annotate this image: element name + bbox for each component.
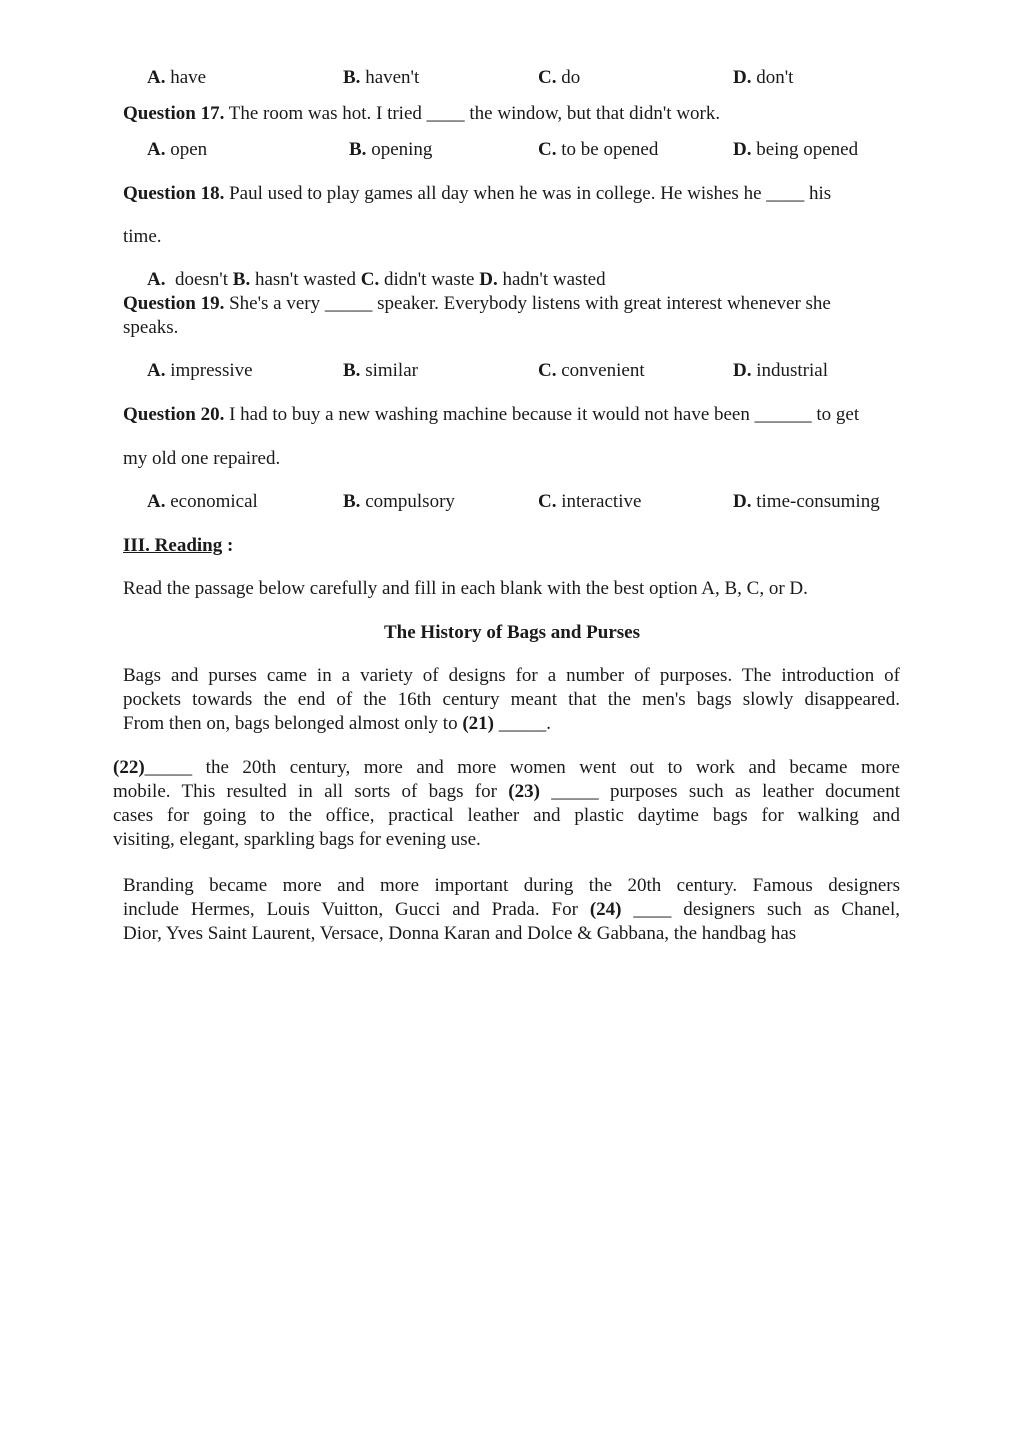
q16-option-a: A. have (147, 67, 207, 88)
question-20-line2: my old one repaired. (123, 448, 281, 469)
p3-line3: Dior, Yves Saint Laurent, Versace, Donna Karan and Dolce & Gabbana, the handbag has (123, 923, 797, 944)
question-18-line2: time. (123, 226, 162, 247)
q19-option-a: A. impressive (147, 360, 253, 381)
q17-option-d: D. being opened (733, 139, 859, 160)
q19-option-d: D. industrial (733, 360, 829, 381)
q17-option-b: B. opening (349, 139, 433, 160)
p2-line2: mobile. This resulted in all sorts of bags for (23) _____ purposes such as leather document (113, 781, 900, 802)
section-heading-reading: III. Reading : (123, 535, 234, 556)
passage-paragraph-2 (113, 756, 900, 852)
question-18: Question 18. Paul used to play games all day when he was in college. He wishes he ____ his (123, 183, 832, 204)
question-20: Question 20. I had to buy a new washing machine because it would not have been ______ to get (123, 404, 860, 425)
q20-option-a: A. economical (147, 491, 258, 512)
q19-option-c: C. convenient (538, 360, 645, 381)
q16-option-c: C. do (538, 67, 581, 88)
p2-line4: visiting, elegant, sparkling bags for evening use. (113, 829, 481, 850)
question-19: Question 19. She's a very _____ speaker. Everybody listens with great interest whenever she (123, 293, 831, 314)
q20-option-c: C. interactive (538, 491, 642, 512)
p1-line3: From then on, bags belonged almost only to (21) _____. (123, 713, 551, 734)
q18-options: A. doesn't B. hasn't wasted C. didn't waste D. hadn't wasted (147, 269, 606, 290)
passage-paragraph-3 (123, 874, 900, 946)
question-19-line2: speaks. (123, 317, 179, 338)
q17-option-c: C. to be opened (538, 139, 659, 160)
q16-option-d: D. don't (733, 67, 794, 88)
p2-line3: cases for going to the office, practical leather and plastic daytime bags for walking and (113, 805, 900, 826)
passage-title: The History of Bags and Purses (384, 622, 640, 643)
q20-option-b: B. compulsory (343, 491, 455, 512)
passage-paragraph-1 (123, 664, 900, 736)
p3-line2: include Hermes, Louis Vuitton, Gucci and Prada. For (24) ____ designers such as Chanel, (123, 899, 900, 920)
reading-instruction: Read the passage below carefully and fill in each blank with the best option A, B, C, or D. (123, 578, 808, 599)
p1-line2: pockets towards the end of the 16th century meant that the men's bags slowly disappeared. (123, 689, 900, 710)
p1-line1: Bags and purses came in a variety of designs for a number of purposes. The introduction of (123, 665, 900, 686)
p3-line1: Branding became more and more important during the 20th century. Famous designers (123, 875, 900, 896)
q19-option-b: B. similar (343, 360, 418, 381)
question-17: Question 17. The room was hot. I tried ____ the window, but that didn't work. (123, 103, 721, 124)
p2-line1: (22)_____ the 20th century, more and more women went out to work and became more (113, 757, 900, 778)
q17-option-a: A. open (147, 139, 208, 160)
q16-option-b: B. haven't (343, 67, 420, 88)
q20-option-d: D. time-consuming (733, 491, 880, 512)
